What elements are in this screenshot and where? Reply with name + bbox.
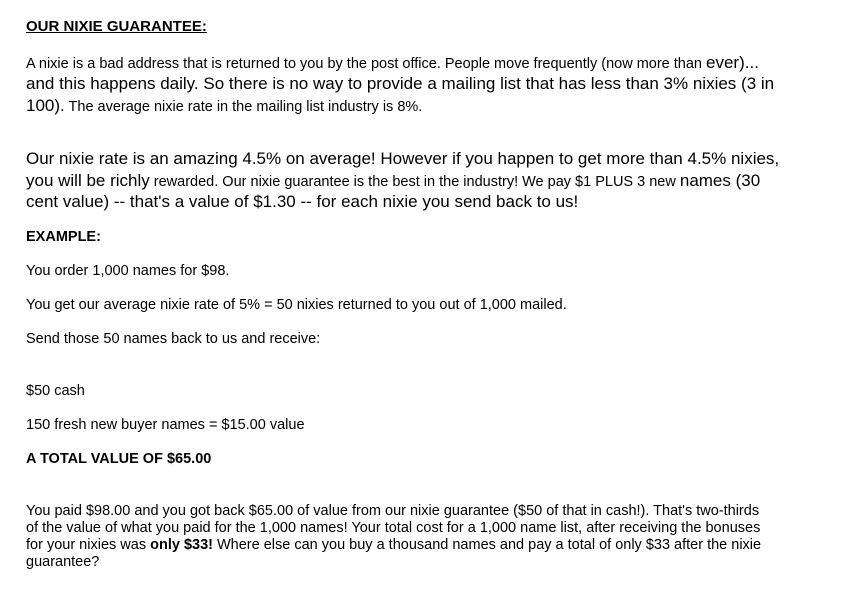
example-order: You order 1,000 names for $98. — [26, 263, 230, 279]
rate-line-3: cent value) -- that's a value of $1.30 -- for each nixie you send back to us! — [26, 192, 579, 211]
closing-line-3-a: for your nixies was — [26, 537, 151, 553]
example-total: A TOTAL VALUE OF $65.00 — [26, 451, 212, 467]
intro-line-1 — [26, 53, 759, 73]
closing-line-3 — [26, 537, 761, 553]
intro-line-3-text: The average nixie rate in the mailing list industry is 8%. — [64, 99, 423, 115]
intro-line-1-text: A nixie is a bad address that is returned to you by the post office. People move frequently (now more than — [26, 56, 707, 72]
example-heading: EXAMPLE: — [26, 229, 101, 245]
closing-line-3-b: Where else can you buy a thousand names and pay a total of only $33 after the nixie — [212, 537, 762, 553]
example-names: 150 fresh new buyer names = $15.00 value — [26, 417, 305, 433]
intro-line-3-emph: 100). — [26, 96, 65, 115]
intro-line-2: and this happens daily. So there is no way to provide a mailing list that has less than 3% nixies (3 in — [26, 74, 775, 93]
rate-line-2-b: rewarded. Our nixie guarantee is the best in the industry! We pay $1 PLUS 3 new — [149, 174, 680, 190]
example-cash: $50 cash — [26, 383, 85, 399]
example-rate: You get our average nixie rate of 5% = 50 nixies returned to you out of 1,000 mailed. — [26, 297, 567, 313]
closing-line-3-bold: only $33! — [150, 537, 213, 553]
rate-line-2-a: you will be richly — [26, 171, 150, 190]
closing-line-1: You paid $98.00 and you got back $65.00 of value from our nixie guarantee ($50 of that in cash!). That's two-thirds — [26, 503, 760, 519]
example-send: Send those 50 names back to us and receive: — [26, 331, 321, 347]
rate-line-1: Our nixie rate is an amazing 4.5% on average! However if you happen to get more than 4.5% nixies, — [26, 149, 780, 168]
intro-line-1-emph: ever)... — [706, 53, 759, 72]
rate-line-2-c: names (30 — [679, 171, 761, 190]
closing-line-4: guarantee? — [26, 554, 100, 570]
intro-line-3 — [26, 96, 422, 116]
page-heading: OUR NIXIE GUARANTEE: — [26, 18, 207, 35]
closing-line-2: of the value of what you paid for the 1,000 names! Your total cost for a 1,000 name list, after receiving the bonuses — [26, 520, 761, 536]
rate-line-2 — [26, 171, 760, 191]
